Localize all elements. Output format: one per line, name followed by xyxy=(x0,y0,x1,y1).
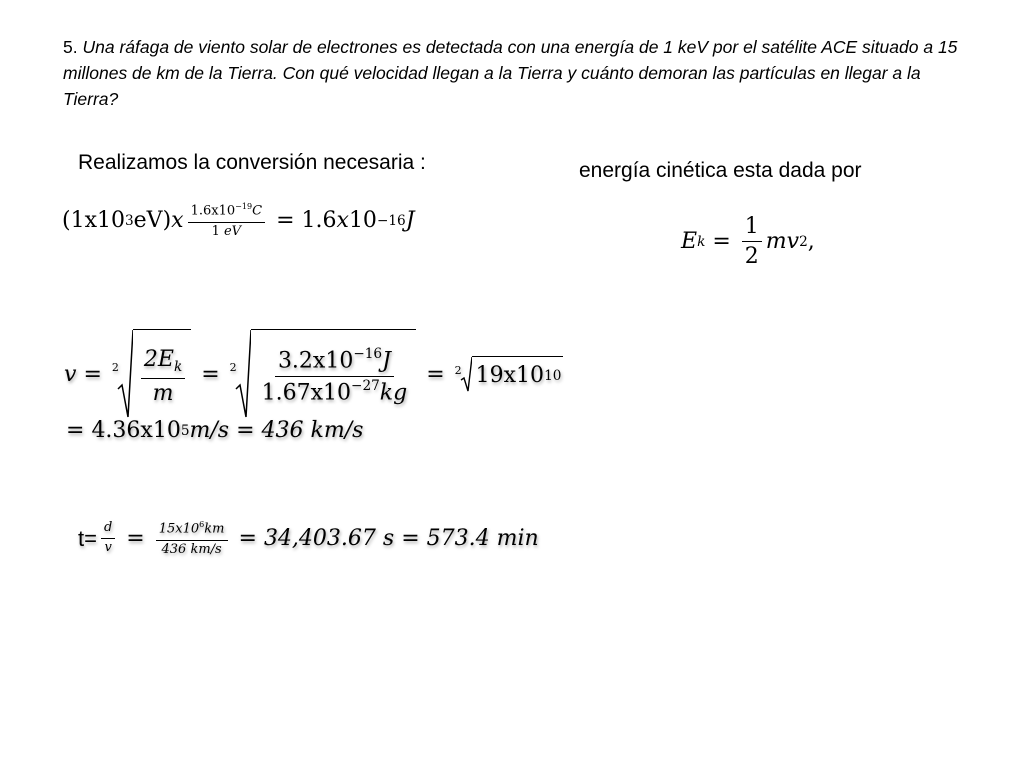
conv-result-ten: 10 xyxy=(348,208,377,234)
vel-f2-num-exp: −16 xyxy=(353,346,383,363)
vel-eq-1: = xyxy=(83,361,102,387)
problem-text: Una ráfaga de viento solar de electrones es detectada con una energía de 1 keV por el satélite ACE situado a 15 millones de km de la Tierra. Con qué velocidad llegan a la Tierra y cuánto demoran las partículas en llegar a la Tierra? xyxy=(63,37,958,109)
time-eq-3: = xyxy=(401,526,420,552)
vel-f2-num-unit: J xyxy=(382,348,391,374)
vel-r3-exp: 10 xyxy=(544,367,562,384)
vel-f1-num-sub: k xyxy=(173,358,183,375)
conversion-equation xyxy=(62,202,415,240)
ek-eq: = xyxy=(712,229,731,255)
time-v: v xyxy=(104,540,112,556)
vel-f2-num: 3.2x10 xyxy=(277,348,354,374)
radical-sign-icon xyxy=(460,356,472,392)
vel-f2-den: 1.67x10 xyxy=(261,380,352,406)
time-minutes: 573.4 min xyxy=(426,526,539,552)
conv-factor-num-unit: C xyxy=(252,203,263,219)
conv-factor-den-val: 1 xyxy=(211,223,220,239)
vel-root-3-index: 2 xyxy=(454,363,462,377)
vel-line2-c: 436 km/s xyxy=(261,418,364,443)
vel-eq-3: = xyxy=(426,361,445,387)
time-d: d xyxy=(101,521,115,539)
vel-eq-2: = xyxy=(201,361,220,387)
conv-result-unit: J xyxy=(405,208,415,234)
time-num-a: 15x10 xyxy=(158,521,200,537)
vel-line2-exp: 5 xyxy=(180,422,190,439)
ek-half-den: 2 xyxy=(744,244,759,270)
velocity-equation xyxy=(64,328,566,420)
conv-result-exp: −16 xyxy=(376,212,406,229)
time-equation xyxy=(78,520,539,558)
radical-sign-icon xyxy=(117,329,133,419)
vel-line2-b: m/s xyxy=(189,418,230,443)
time-frac-values xyxy=(156,520,228,558)
conv-times: x xyxy=(171,208,184,234)
time-eq-1: = xyxy=(126,526,145,552)
vel-frac-2 xyxy=(259,347,411,406)
conv-factor-fraction xyxy=(188,202,266,240)
vel-eq-5: = xyxy=(236,418,255,443)
kinetic-formula xyxy=(681,214,815,270)
time-den: 436 km/s xyxy=(161,541,222,557)
vel-root-2 xyxy=(230,329,417,419)
vel-root-3 xyxy=(455,356,564,392)
radical-sign-icon xyxy=(235,329,251,419)
vel-root-2-index: 2 xyxy=(229,360,237,374)
vel-f2-den-exp: −27 xyxy=(351,378,380,394)
vel-root-1-index: 2 xyxy=(111,360,119,374)
conv-result-x: x xyxy=(336,208,349,234)
time-seconds: 34,403.67 s xyxy=(263,526,395,552)
vel-f2-den-unit: kg xyxy=(379,380,408,406)
problem-statement xyxy=(63,34,968,112)
problem-number: 5. xyxy=(63,37,78,57)
time-frac-dv xyxy=(101,521,115,556)
conv-lhs-close: eV) xyxy=(133,208,172,234)
vel-line2-a: 4.36x10 xyxy=(91,418,181,443)
time-num-b: km xyxy=(204,521,225,537)
ek-exp: 2 xyxy=(799,233,808,250)
ek-mv: mv xyxy=(765,229,800,255)
time-eq-2: = xyxy=(238,526,257,552)
conversion-heading: Realizamos la conversión necesaria : xyxy=(78,151,426,174)
vel-r3: 19x10 xyxy=(475,363,545,388)
velocity-result xyxy=(66,418,363,443)
vel-frac-1 xyxy=(141,347,185,406)
conv-lhs-exp: 3 xyxy=(124,212,134,229)
vel-v: v xyxy=(64,361,77,387)
vel-f1-den: m xyxy=(152,380,174,406)
conv-lhs-open: (1x10 xyxy=(62,208,125,234)
vel-eq-4: = xyxy=(66,418,85,443)
conv-result-base: 1.6 xyxy=(301,208,337,234)
ek-half-num: 1 xyxy=(742,214,762,242)
conv-factor-num: 1.6x10 xyxy=(190,203,236,219)
vel-root-1 xyxy=(112,329,191,419)
ek-E: E xyxy=(681,229,698,255)
ek-k: k xyxy=(697,233,706,250)
conv-factor-num-exp: −19 xyxy=(235,202,253,211)
ek-comma: , xyxy=(807,229,815,255)
kinetic-heading: energía cinética esta dada por xyxy=(579,159,862,182)
time-t: t= xyxy=(78,525,97,551)
ek-half-fraction xyxy=(742,214,762,270)
conv-eq: = xyxy=(276,208,295,234)
time-num-exp: 6 xyxy=(199,520,205,529)
vel-f1-num: 2E xyxy=(143,347,174,373)
conv-factor-den-unit: eV xyxy=(223,223,242,239)
